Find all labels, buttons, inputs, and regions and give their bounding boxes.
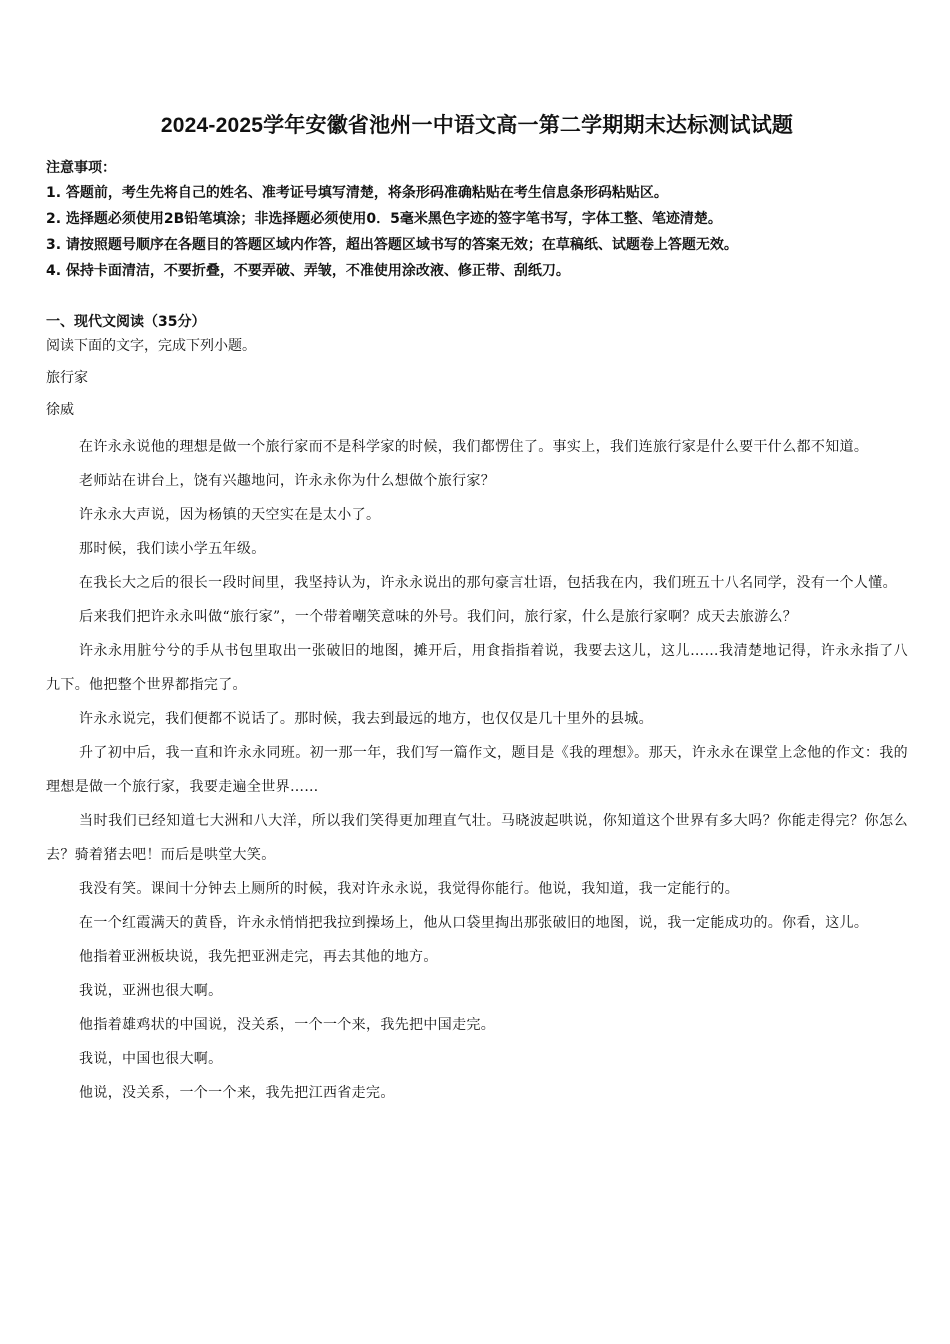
story-paragraph: 那时候，我们读小学五年级。	[79, 541, 266, 557]
story-paragraph: 当时我们已经知道七大洲和八大洋，所以我们笑得更加理直气壮。马晓波起哄说，你知道这个世界有多大吗？你能走得完？你怎么去？骑着猪去吧！而后是哄堂大笑。	[46, 813, 908, 863]
story-paragraph: 在我长大之后的很长一段时间里，我坚持认为，许永永说出的那句豪言壮语，包括我在内，我们班五十八名同学，没有一个人懂。	[79, 575, 897, 591]
story-paragraph: 我说，中国也很大啊。	[79, 1051, 223, 1067]
section-instruction: 阅读下面的文字，完成下列小题。	[46, 338, 256, 354]
story-body	[46, 430, 908, 1110]
story-paragraph: 我说，亚洲也很大啊。	[79, 983, 223, 999]
notice-item: 4. 保持卡面清洁，不要折叠，不要弄破、弄皱，不准使用涂改液、修正带、刮纸刀。	[46, 263, 570, 279]
story-paragraph: 我没有笑。课间十分钟去上厕所的时候，我对许永永说，我觉得你能行。他说，我知道，我一定能行的。	[79, 881, 740, 897]
story-paragraph: 在许永永说他的理想是做一个旅行家而不是科学家的时候，我们都愣住了。事实上，我们连旅行家是什么要干什么都不知道。	[79, 439, 869, 455]
notice-item: 1. 答题前，考生先将自己的姓名、准考证号填写清楚，将条形码准确粘贴在考生信息条形码粘贴区。	[46, 185, 668, 201]
notice-heading: 注意事项：	[46, 160, 116, 176]
notice-block	[46, 156, 908, 284]
story-paragraph: 老师站在讲台上，饶有兴趣地问，许永永你为什么想做个旅行家？	[79, 473, 496, 489]
story-paragraph: 许永永大声说，因为杨镇的天空实在是太小了。	[79, 507, 381, 523]
notice-item: 2. 选择题必须使用2B铅笔填涂；非选择题必须使用0．5毫米黑色字迹的签字笔书写，字体工整、笔迹清楚。	[46, 211, 722, 227]
story-paragraph: 在一个红霞满天的黄昏，许永永悄悄把我拉到操场上，他从口袋里掏出那张破旧的地图，说，我一定能成功的。你看，这儿。	[79, 915, 869, 931]
exam-page	[46, 108, 908, 1110]
story-paragraph: 他说，没关系，一个一个来，我先把江西省走完。	[79, 1085, 395, 1101]
story-paragraph: 升了初中后，我一直和许永永同班。初一那一年，我们写一篇作文，题目是《我的理想》。那天，许永永在课堂上念他的作文：我的理想是做一个旅行家，我要走遍全世界……	[46, 745, 908, 795]
reading-section	[46, 310, 908, 1110]
story-paragraph: 他指着雄鸡状的中国说，没关系，一个一个来，我先把中国走完。	[79, 1017, 496, 1033]
notice-item: 3. 请按照题号顺序在各题目的答题区域内作答，超出答题区域书写的答案无效；在草稿纸、试题卷上答题无效。	[46, 237, 738, 253]
page-title: 2024-2025学年安徽省池州一中语文高一第二学期期末达标测试试题	[160, 114, 794, 137]
story-paragraph: 他指着亚洲板块说，我先把亚洲走完，再去其他的地方。	[79, 949, 438, 965]
story-title: 旅行家	[46, 370, 88, 386]
section-heading: 一、现代文阅读（35分）	[46, 314, 206, 330]
story-paragraph: 后来我们把许永永叫做“旅行家”，一个带着嘲笑意味的外号。我们问，旅行家，什么是旅行家啊？成天去旅游么？	[79, 609, 798, 625]
story-author: 徐威	[46, 402, 74, 418]
story-paragraph: 许永永说完，我们便都不说话了。那时候，我去到最远的地方，也仅仅是几十里外的县城。	[79, 711, 653, 727]
story-paragraph: 许永永用脏兮兮的手从书包里取出一张破旧的地图，摊开后，用食指指着说，我要去这儿，这儿……我清楚地记得，许永永指了八九下。他把整个世界都指完了。	[46, 643, 908, 693]
